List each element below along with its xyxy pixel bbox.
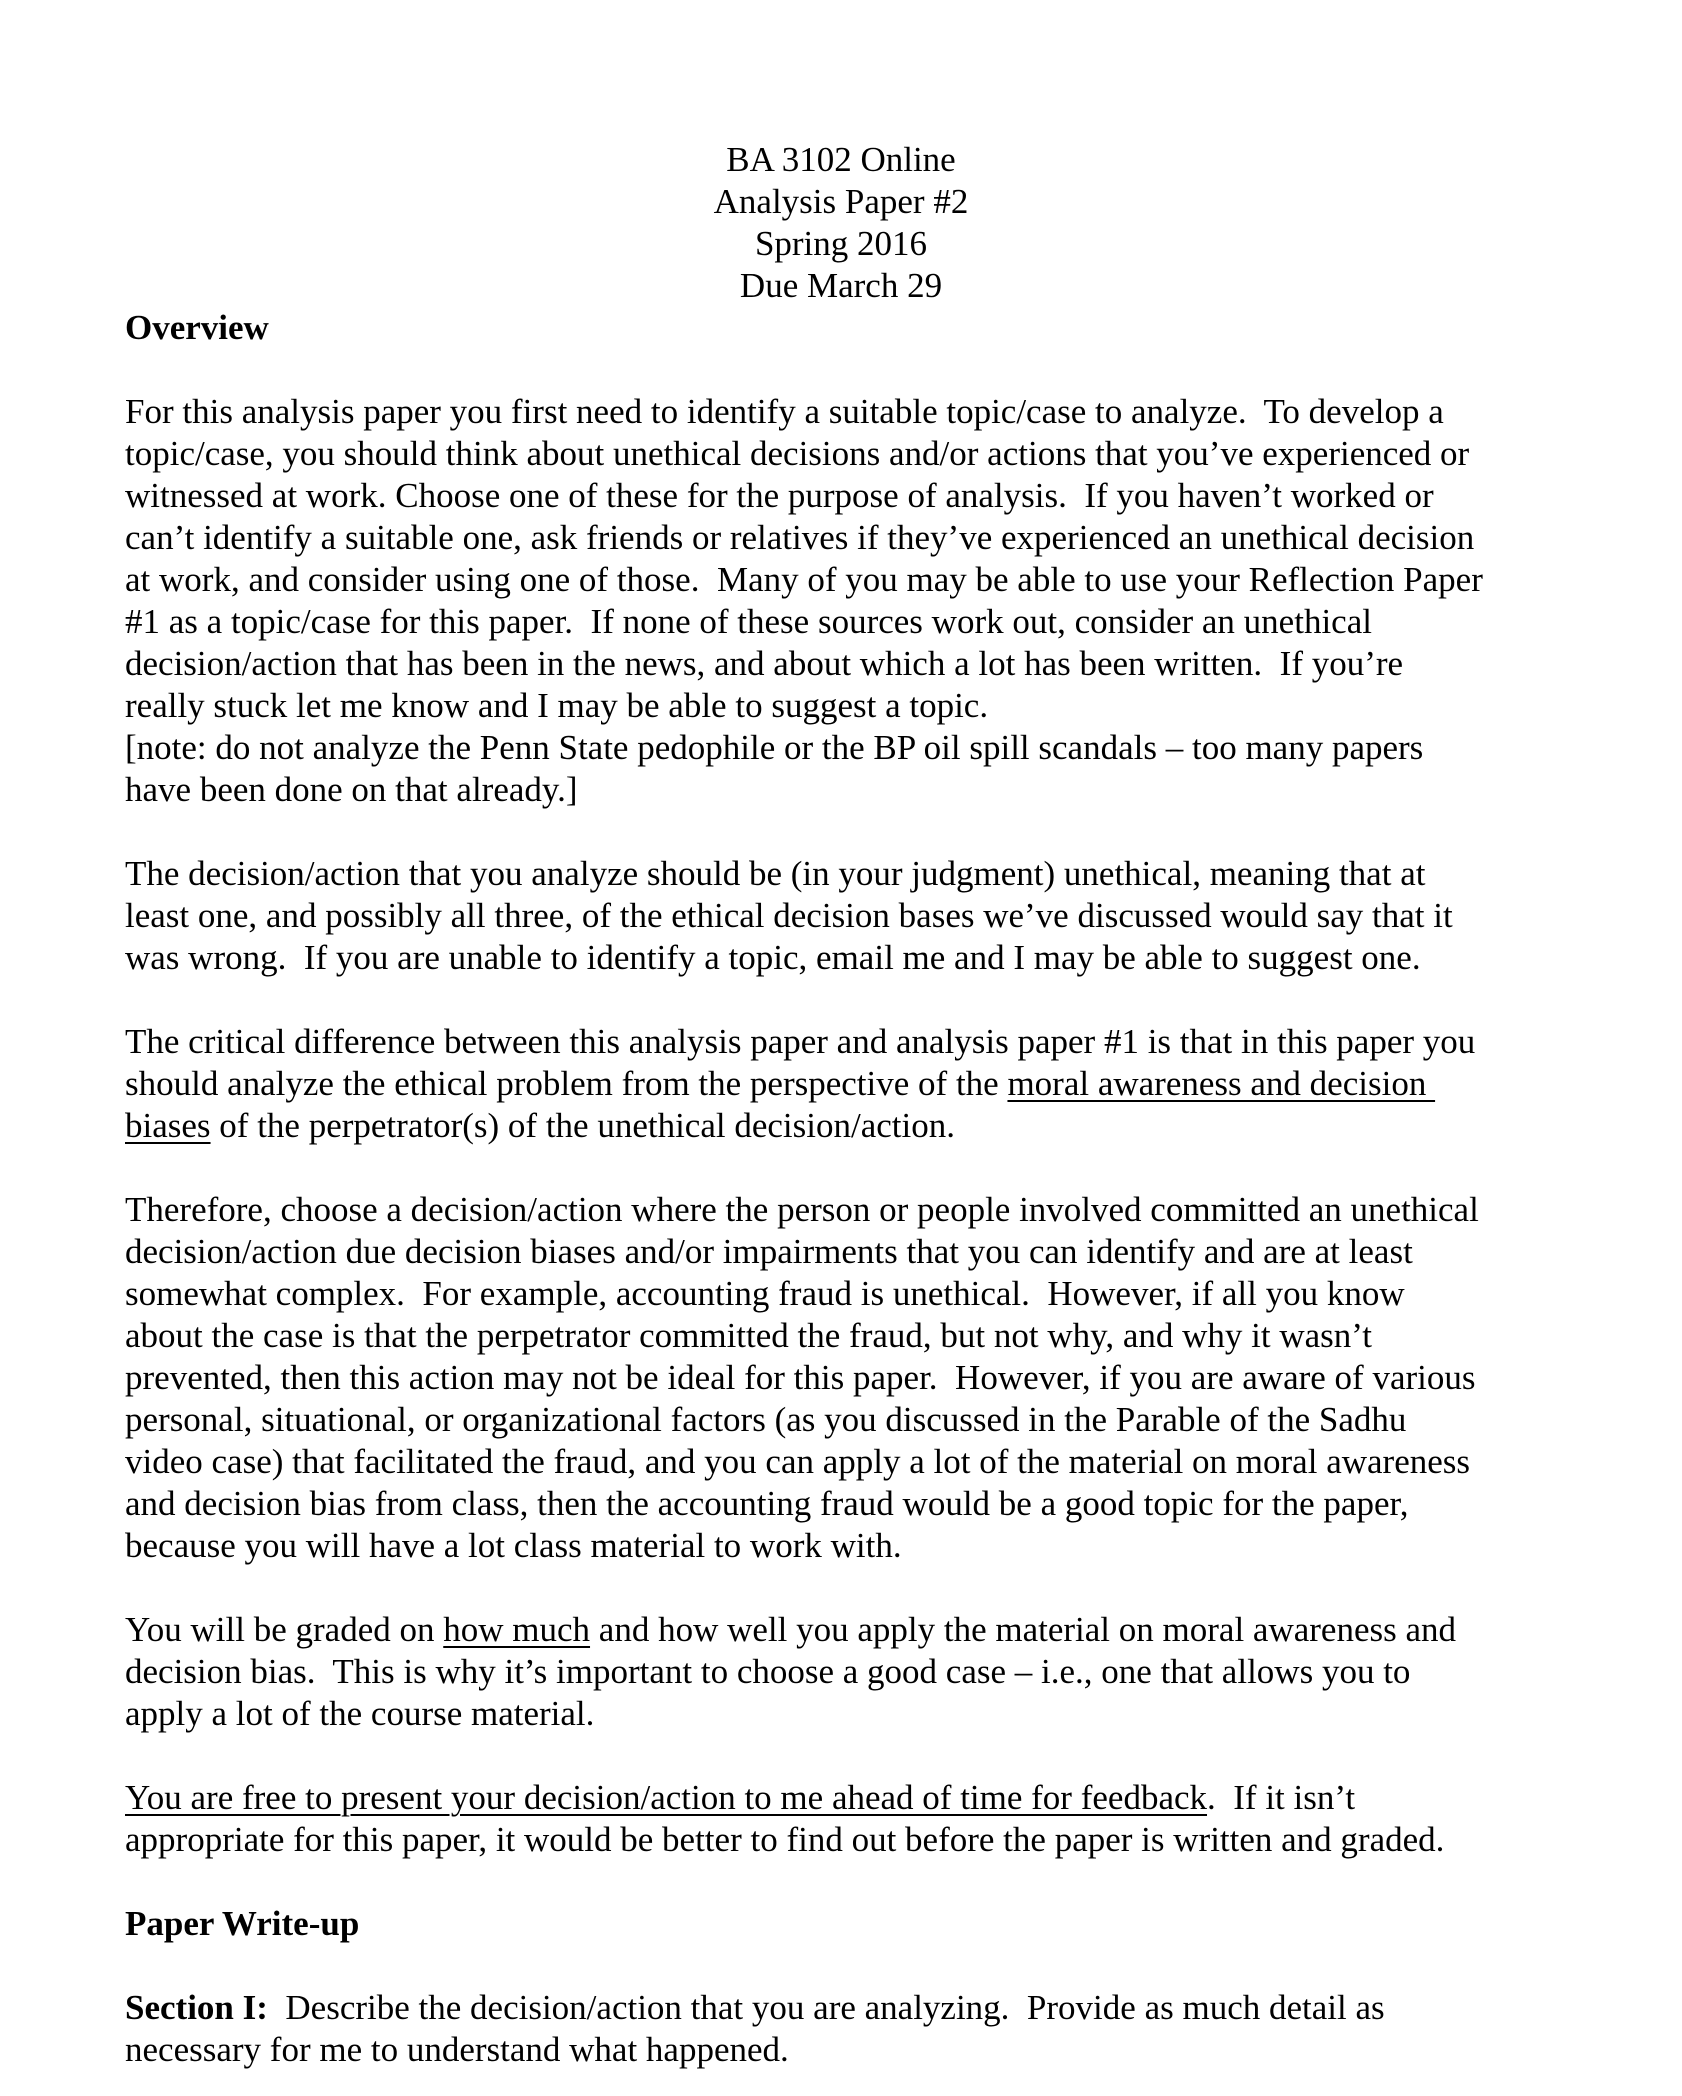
paragraph-line: prevented, then this action may not be ideal for this paper. However, if you are aware of various [125, 1358, 1476, 1397]
paragraph-line: because you will have a lot class material to work with. [125, 1526, 902, 1565]
emphasis-underline: biases [125, 1106, 211, 1145]
emphasis-underline: moral awareness and decision [1007, 1064, 1436, 1103]
paragraph-line [125, 1777, 1565, 1819]
paragraph-line [125, 1987, 1565, 2029]
title-block [0, 139, 1682, 307]
paragraph-line: apply a lot of the course material. [125, 1694, 595, 1733]
paragraph-line [125, 1063, 1565, 1105]
overview-paragraph-3 [125, 1021, 1565, 1147]
paragraph-line: #1 as a topic/case for this paper. If none of these sources work out, consider an unethical [125, 602, 1372, 641]
paragraph-line: decision/action that has been in the news, and about which a lot has been written. If you’re [125, 644, 1404, 683]
paragraph-line: For this analysis paper you first need to identify a suitable topic/case to analyze. To develop a [125, 392, 1444, 431]
paragraph-text: Describe the decision/action that you are analyzing. Provide as much detail as [267, 1988, 1385, 2027]
paragraph-line: at work, and consider using one of those. Many of you may be able to use your Reflection Paper [125, 560, 1483, 599]
paragraph-line: appropriate for this paper, it would be better to find out before the paper is written and graded. [125, 1820, 1445, 1859]
section-label: Section I: [125, 1988, 268, 2027]
paragraph-line: least one, and possibly all three, of the ethical decision bases we’ve discussed would say that it [125, 896, 1453, 935]
paragraph-line: [note: do not analyze the Penn State pedophile or the BP oil spill scandals – too many papers [125, 728, 1424, 767]
paragraph-text: and how well you apply the material on moral awareness and [590, 1610, 1457, 1649]
paragraph-line: somewhat complex. For example, accounting fraud is unethical. However, if all you know [125, 1274, 1405, 1313]
paragraph-text: . If it isn’t [1207, 1778, 1356, 1817]
emphasis-underline: You are free to present your decision/action to me ahead of time for feedback [125, 1778, 1208, 1817]
paragraph-line: necessary for me to understand what happened. [125, 2030, 789, 2069]
overview-paragraph-2 [125, 853, 1565, 979]
paragraph-text: You will be graded on [125, 1610, 444, 1649]
course-title: BA 3102 Online [726, 140, 956, 179]
paragraph-line: decision/action due decision biases and/or impairments that you can identify and are at least [125, 1232, 1413, 1271]
paragraph-line: about the case is that the perpetrator committed the fraud, but not why, and why it wasn’t [125, 1316, 1373, 1355]
emphasis-underline: how much [443, 1610, 591, 1649]
overview-paragraph-6 [125, 1777, 1565, 1861]
overview-paragraph-4 [125, 1189, 1565, 1567]
paragraph-line: was wrong. If you are unable to identify a topic, email me and I may be able to suggest one. [125, 938, 1421, 977]
overview-paragraph-5 [125, 1609, 1565, 1735]
paragraph-line: The decision/action that you analyze should be (in your judgment) unethical, meaning that at [125, 854, 1426, 893]
paragraph-line [125, 1105, 1565, 1147]
paragraph-line: decision bias. This is why it’s important to choose a good case – i.e., one that allows you to [125, 1652, 1411, 1691]
due-date: Due March 29 [739, 266, 943, 305]
term: Spring 2016 [754, 224, 928, 263]
paragraph-text: of the perpetrator(s) of the unethical decision/action. [210, 1106, 955, 1145]
paragraph-line [125, 1609, 1565, 1651]
section-1-paragraph [125, 1987, 1565, 2071]
overview-paragraph-1 [125, 391, 1565, 811]
paragraph-line: really stuck let me know and I may be able to suggest a topic. [125, 686, 989, 725]
paragraph-line: witnessed at work. Choose one of these for the purpose of analysis. If you haven’t worked or [125, 476, 1434, 515]
paragraph-line: can’t identify a suitable one, ask friends or relatives if they’ve experienced an unethical decision [125, 518, 1475, 557]
paragraph-line: and decision bias from class, then the accounting fraud would be a good topic for the paper, [125, 1484, 1409, 1523]
paragraph-line: video case) that facilitated the fraud, and you can apply a lot of the material on moral awareness [125, 1442, 1471, 1481]
paragraph-line: The critical difference between this analysis paper and analysis paper #1 is that in this paper you [125, 1022, 1476, 1061]
paragraph-text: should analyze the ethical problem from the perspective of the [125, 1064, 1008, 1103]
overview-heading: Overview [125, 308, 269, 347]
writeup-heading: Paper Write-up [125, 1904, 360, 1943]
paragraph-line: topic/case, you should think about unethical decisions and/or actions that you’ve experienced or [125, 434, 1470, 473]
paragraph-line: Therefore, choose a decision/action where the person or people involved committed an unethical [125, 1190, 1479, 1229]
paragraph-line: have been done on that already.] [125, 770, 578, 809]
assignment-title: Analysis Paper #2 [713, 182, 969, 221]
paragraph-line: personal, situational, or organizational factors (as you discussed in the Parable of the Sadhu [125, 1400, 1407, 1439]
